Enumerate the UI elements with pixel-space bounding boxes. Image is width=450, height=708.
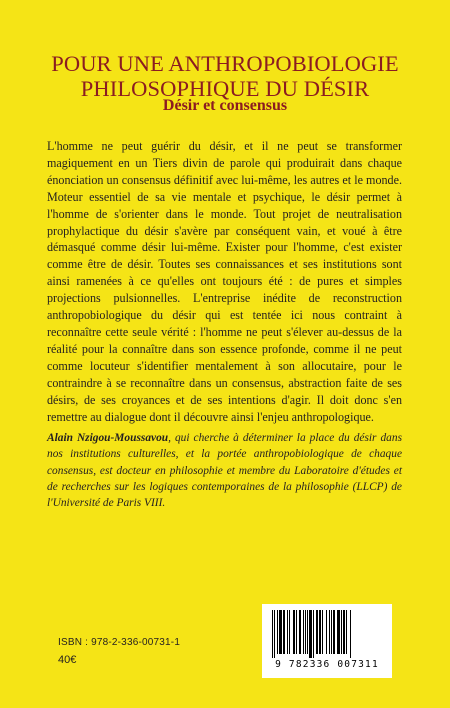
- barcode: [262, 604, 392, 678]
- author-bio: [47, 430, 402, 511]
- summary-text: L'homme ne peut guérir du désir, et il ne peut se transformer magiquement en un Tiers divin de parole qui produirait dans chaque énonciation un consensus définitif avec lui-même, les autres et le monde. Moteur essentiel de sa vie mentale et psychique, le désir permet à l'homme de s'orienter dans le monde. Tout projet de neutralisation prophylactique du désir s'avère par conséquent vain, et voué à être démasqué comme désir lui-même. Exister pour l'homme, c'est exister comme être de désir. Toutes ses connaissances et ses institutions sont ainsi ramenées à ce qu'elles ont toujours été : de pures et simples projections pulsionnelles. L'entreprise inédite de reconstruction anthropobiologique du désir qui est tentée ici nous contraint à reconnaître cette seule vérité : l'homme ne peut s'élever au-dessus de la réalité pour la connaître dans son essence profonde, comme il ne peut comme locuteur s'identifier mentalement à son allocutaire, pour le contraindre à se reconnaître dans un consensus, abstraction faite de ses désirs, de ses croyances et de ses intentions d'agir. Il doit donc s'en remettre au dialogue dont il découvre ainsi l'enjeu anthropologique.: [47, 139, 402, 424]
- price: 40€: [58, 654, 77, 666]
- barcode-bars: [272, 610, 382, 658]
- title-line-2: PHILOSOPHIQUE DU DÉSIR: [80, 76, 370, 102]
- title-line-1: POUR UNE ANTHROPOBIOLOGIE: [51, 51, 399, 77]
- author-name: Alain Nzigou-Moussavou: [47, 432, 169, 444]
- book-subtitle: Désir et consensus: [162, 97, 288, 114]
- isbn: ISBN : 978-2-336-00731-1: [58, 637, 181, 648]
- barcode-digits: 9 782336 007311: [275, 659, 379, 670]
- book-title: [20, 51, 430, 101]
- author-bio-text: , qui cherche à déterminer la place du désir dans nos institutions culturelles, et la portée anthropobiologique de chaque consensus, est docteur en philosophie et membre du Laboratoire d'études et de recherches sur les logiques contemporaines de la philosophie (LLCP) de l'Université de Paris VIII.: [47, 432, 403, 510]
